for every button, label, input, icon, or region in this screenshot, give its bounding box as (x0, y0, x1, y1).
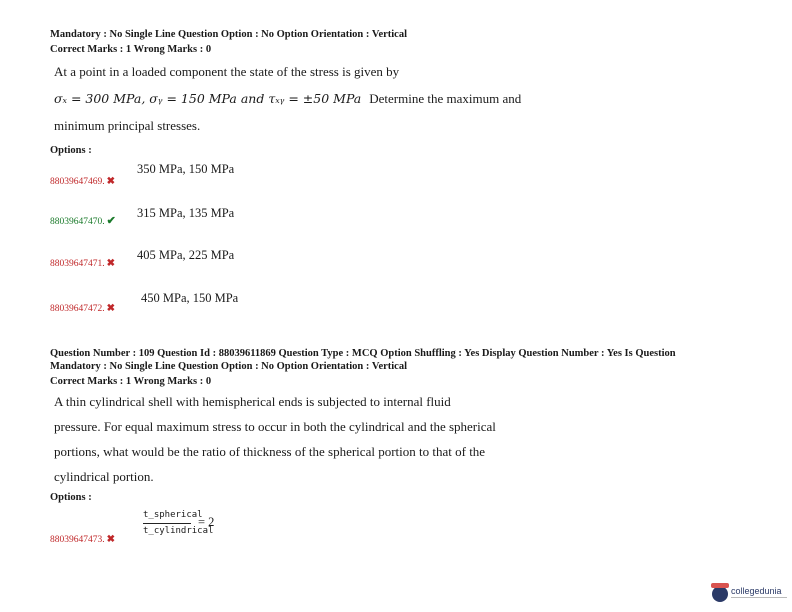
q1-text-line2: Determine the maximum and (369, 91, 522, 106)
q2-text-line3: portions, what would be the ratio of thickness of the spherical portion to that of the (54, 444, 486, 459)
q1-option-1-text[interactable]: 350 MPa, 150 MPa (137, 162, 235, 176)
correct-check-icon: ✔ (106, 215, 116, 227)
q1-math: σₓ = 300 MPa, σᵧ = 150 MPa and τₓᵧ = ±50 MPa (54, 91, 362, 106)
q2-text-line2: pressure. For equal maximum stress to occur in both the cylindrical and the spherical (54, 419, 496, 434)
q1-text-line3: minimum principal stresses. (54, 118, 201, 133)
fraction-numerator: t_spherical (143, 510, 203, 520)
q2-meta-line1: Question Number : 109 Question Id : 88039611869 Question Type : MCQ Option Shuffling : Yes Display Question Number : Yes Is Question (50, 348, 676, 359)
q2-option-1-fraction[interactable] (143, 510, 223, 540)
q1-option-3-id: 88039647471. ✖ (50, 258, 116, 269)
q1-options-label: Options : (50, 145, 92, 156)
cap-top-icon (711, 583, 729, 588)
q1-meta-line1: Mandatory : No Single Line Question Option : No Option Orientation : Vertical (50, 29, 408, 40)
q1-option-2-text[interactable]: 315 MPa, 135 MPa (137, 206, 235, 220)
fraction-bar (143, 523, 191, 524)
q2-option-1-id: 88039647473. ✖ (50, 534, 116, 545)
logo-name: collegedunia (731, 586, 782, 596)
q2-meta-line3: Correct Marks : 1 Wrong Marks : 0 (50, 376, 212, 387)
logo-tagline-line (731, 597, 787, 598)
graduate-cap-icon (712, 586, 728, 602)
q2-text-line1: A thin cylindrical shell with hemispherical ends is subjected to internal fluid (54, 394, 451, 409)
wrong-cross-icon: ✖ (106, 258, 116, 269)
q1-option-2-id: 88039647470. ✔ (50, 215, 116, 227)
q1-text-line1: At a point in a loaded component the state of the stress is given by (54, 64, 400, 79)
q1-option-1-id: 88039647469. ✖ (50, 176, 116, 187)
q1-meta-line2: Correct Marks : 1 Wrong Marks : 0 (50, 44, 212, 55)
collegedunia-logo (712, 583, 790, 607)
q1-option-4-text[interactable]: 450 MPa, 150 MPa (141, 291, 239, 305)
q1-option-3-text[interactable]: 405 MPa, 225 MPa (137, 248, 235, 262)
fraction-denominator: t_cylindrical (143, 526, 214, 536)
wrong-cross-icon: ✖ (106, 303, 116, 314)
q2-options-label: Options : (50, 492, 92, 503)
fraction-equals: = 2 (198, 515, 215, 529)
q2-text-line4: cylindrical portion. (54, 469, 154, 484)
wrong-cross-icon: ✖ (106, 534, 116, 545)
q2-meta-line2: Mandatory : No Single Line Question Option : No Option Orientation : Vertical (50, 361, 408, 372)
q1-option-4-id: 88039647472. ✖ (50, 303, 116, 314)
wrong-cross-icon: ✖ (106, 176, 116, 187)
